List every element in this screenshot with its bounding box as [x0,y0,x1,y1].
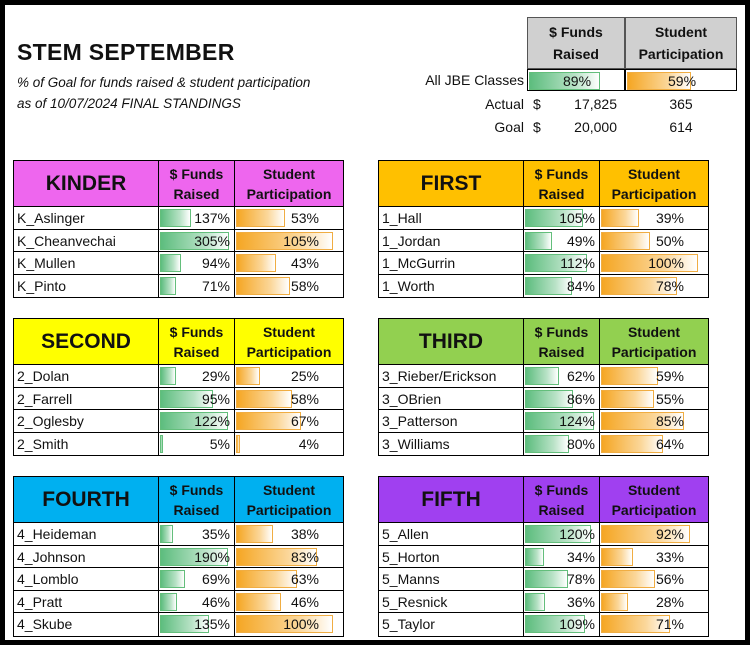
funds-value: 34% [566,548,595,565]
grade-table-header [14,319,343,365]
funds-value: 46% [201,593,230,610]
funds-value: 62% [566,368,595,384]
funds-value: 84% [566,277,595,294]
participation-value: 56% [655,571,684,587]
participation-bar [601,435,663,453]
funds-cell [524,613,600,636]
class-name: 3_Patterson [379,410,524,432]
class-name: 4_Heideman [14,523,159,545]
participation-bar [236,209,285,227]
funds-value: 36% [566,593,595,610]
funds-cell [159,433,235,456]
grade-table-first [378,160,709,298]
participation-cell [235,591,343,613]
grade-table-header [379,319,708,365]
grade-name-third: THIRD [379,319,524,364]
funds-value: 135% [194,616,230,632]
funds-bar [525,367,559,385]
participation-value: 59% [655,368,684,384]
participation-bar [601,232,650,250]
funds-cell [524,207,600,229]
participation-cell [600,252,708,274]
funds-cell [524,546,600,568]
summary-goal-participation: 614 [669,119,693,135]
table-row [14,252,343,275]
participation-cell [235,207,343,229]
funds-cell [159,230,235,252]
participation-column-header: Student Participation [600,319,708,364]
funds-value: 122% [194,413,230,429]
funds-cell [159,591,235,613]
funds-cell [159,365,235,387]
participation-value: 64% [655,435,684,452]
class-name: 2_Dolan [14,365,159,387]
grade-table-kinder [13,160,344,298]
participation-value: 50% [655,232,684,249]
participation-cell [235,568,343,590]
funds-cell [524,523,600,545]
participation-bar [236,570,297,588]
table-row [379,546,708,569]
participation-cell [600,546,708,568]
table-row [379,207,708,230]
table-row [379,410,708,433]
participation-cell [235,546,343,568]
funds-value: 29% [201,368,230,384]
table-row [379,388,708,411]
funds-value: 305% [194,232,230,249]
summary-all-label: All JBE Classes [425,72,524,88]
table-row [14,207,343,230]
grade-name-fifth: FIFTH [379,477,524,522]
funds-bar [525,232,552,250]
class-name: 1_Hall [379,207,524,229]
participation-value: 85% [655,413,684,429]
funds-column-header: $ Funds Raised [159,477,235,522]
participation-bar [601,390,654,408]
funds-value: 105% [559,210,595,226]
participation-bar [236,525,273,543]
participation-value: 105% [283,232,319,249]
table-row [14,410,343,433]
participation-value: 63% [290,571,319,587]
participation-value: 83% [290,548,319,565]
participation-value: 100% [648,255,684,271]
participation-cell [235,275,343,298]
funds-column-header: $ Funds Raised [524,477,600,522]
funds-bar [160,277,176,295]
funds-cell [524,252,600,274]
table-row [14,613,343,636]
participation-value: 55% [655,390,684,407]
participation-cell [235,230,343,252]
participation-bar [236,277,290,295]
grade-table-header [14,477,343,523]
table-row [379,433,708,456]
funds-bar [160,254,181,272]
participation-cell [600,275,708,298]
table-row [14,568,343,591]
class-name: 3_Williams [379,433,524,456]
participation-cell [235,523,343,545]
participation-bar [601,548,633,566]
table-row [14,546,343,569]
class-name: 2_Smith [14,433,159,456]
funds-cell [524,365,600,387]
funds-cell [159,568,235,590]
funds-value: 80% [566,435,595,452]
participation-value: 33% [655,548,684,565]
table-row [379,252,708,275]
participation-bar [601,593,628,611]
funds-bar [160,367,176,385]
participation-value: 38% [290,526,319,542]
funds-bar [160,593,177,611]
funds-bar [525,593,545,611]
participation-bar [236,593,281,611]
participation-cell [600,523,708,545]
funds-value: 5% [209,435,230,452]
participation-column-header: Student Participation [235,161,343,206]
table-row [379,613,708,636]
participation-value: 78% [655,277,684,294]
participation-value: 25% [290,368,319,384]
table-row [14,591,343,614]
page-title: STEM SEPTEMBER [17,39,235,65]
participation-bar [236,435,240,453]
table-row [14,275,343,298]
class-name: 5_Horton [379,546,524,568]
funds-value: 120% [559,526,595,542]
funds-cell [524,230,600,252]
participation-value: 4% [298,435,319,452]
participation-cell [235,613,343,636]
participation-cell [600,230,708,252]
class-name: 4_Lomblo [14,568,159,590]
table-row [379,568,708,591]
summary-actual-participation: 365 [669,96,693,112]
funds-column-header: $ Funds Raised [524,161,600,206]
funds-column-header: $ Funds Raised [159,161,235,206]
grade-name-kinder: KINDER [14,161,159,206]
class-name: 1_Worth [379,275,524,298]
subtitle-line-1: % of Goal for funds raised & student participation [17,75,311,90]
summary-goal-label: Goal [494,119,524,135]
funds-cell [159,546,235,568]
table-row [14,365,343,388]
table-row [14,388,343,411]
participation-cell [600,433,708,456]
summary-goal-funds: 20,000 [574,119,617,135]
grade-name-fourth: FOURTH [14,477,159,522]
class-name: 3_OBrien [379,388,524,410]
class-name: K_Pinto [14,275,159,298]
class-name: 5_Allen [379,523,524,545]
funds-cell [159,252,235,274]
summary-all-participation-value: 59% [668,73,697,89]
class-name: 4_Johnson [14,546,159,568]
participation-cell [235,252,343,274]
participation-cell [235,388,343,410]
participation-cell [235,365,343,387]
participation-bar [601,570,655,588]
funds-bar [525,390,573,408]
funds-bar [525,435,569,453]
funds-bar [525,570,568,588]
class-name: K_Cheanvechai [14,230,159,252]
class-name: 1_McGurrin [379,252,524,274]
summary-participation-header: Student Participation [625,17,737,69]
participation-value: 58% [290,390,319,407]
grade-table-header [14,161,343,207]
class-name: 4_Pratt [14,591,159,613]
funds-value: 190% [194,548,230,565]
funds-cell [159,207,235,229]
table-row [379,365,708,388]
grade-table-fifth [378,476,709,637]
participation-value: 67% [290,413,319,429]
funds-value: 112% [560,255,595,271]
participation-value: 43% [290,255,319,271]
funds-cell [524,275,600,298]
participation-column-header: Student Participation [600,477,708,522]
class-name: K_Mullen [14,252,159,274]
participation-value: 58% [290,277,319,294]
funds-cell [524,568,600,590]
summary-actual-label: Actual [485,96,524,112]
class-name: 1_Jordan [379,230,524,252]
subtitle-line-2: as of 10/07/2024 FINAL STANDINGS [17,96,241,111]
participation-cell [600,568,708,590]
class-name: 5_Taylor [379,613,524,636]
summary-all-funds-value: 89% [563,73,592,89]
funds-bar [160,209,191,227]
participation-column-header: Student Participation [235,319,343,364]
funds-cell [159,523,235,545]
table-row [379,275,708,298]
table-row [379,523,708,546]
funds-value: 78% [566,571,595,587]
funds-value: 71% [201,277,230,294]
grade-table-fourth [13,476,344,637]
funds-bar [525,277,572,295]
participation-column-header: Student Participation [600,161,708,206]
participation-value: 28% [655,593,684,610]
funds-cell [159,275,235,298]
participation-value: 100% [283,616,319,632]
summary-actual-currency: $ [533,96,541,112]
summary-goal-currency: $ [533,119,541,135]
table-row [14,230,343,253]
table-row [379,230,708,253]
funds-cell [524,591,600,613]
class-name: 2_Oglesby [14,410,159,432]
participation-cell [600,388,708,410]
funds-cell [159,410,235,432]
grade-name-second: SECOND [14,319,159,364]
class-name: 5_Manns [379,568,524,590]
funds-value: 109% [559,616,595,632]
class-name: K_Aslinger [14,207,159,229]
participation-value: 92% [655,526,684,542]
grade-table-second [13,318,344,456]
participation-bar [236,254,276,272]
class-name: 2_Farrell [14,388,159,410]
funds-bar [160,435,163,453]
grade-table-header [379,161,708,207]
funds-column-header: $ Funds Raised [159,319,235,364]
participation-cell [600,613,708,636]
participation-column-header: Student Participation [235,477,343,522]
funds-cell [524,433,600,456]
funds-bar [160,570,185,588]
participation-bar [601,367,658,385]
summary-all-funds-cell [527,69,625,91]
funds-value: 49% [566,232,595,249]
funds-cell [524,388,600,410]
participation-value: 53% [290,210,319,226]
class-name: 4_Skube [14,613,159,636]
grade-name-first: FIRST [379,161,524,206]
participation-cell [600,365,708,387]
participation-bar [601,209,639,227]
funds-value: 95% [201,390,230,407]
table-row [14,433,343,456]
grade-table-third [378,318,709,456]
funds-value: 86% [566,390,595,407]
summary-all-participation-cell [625,69,737,91]
participation-value: 46% [290,593,319,610]
table-row [14,523,343,546]
participation-cell [600,410,708,432]
spreadsheet-sheet [5,5,745,640]
funds-value: 124% [559,413,595,429]
funds-bar [525,548,544,566]
funds-value: 137% [194,210,230,226]
summary-actual-funds: 17,825 [574,96,617,112]
class-name: 5_Resnick [379,591,524,613]
summary-funds-header: $ Funds Raised [527,17,625,69]
funds-column-header: $ Funds Raised [524,319,600,364]
participation-cell [600,591,708,613]
funds-cell [159,388,235,410]
funds-value: 94% [201,255,230,271]
participation-bar [236,390,292,408]
grade-table-header [379,477,708,523]
participation-bar [236,367,260,385]
participation-cell [235,410,343,432]
class-name: 3_Rieber/Erickson [379,365,524,387]
table-row [379,591,708,614]
funds-cell [524,410,600,432]
funds-bar [160,525,173,543]
participation-cell [600,207,708,229]
funds-cell [159,613,235,636]
funds-value: 69% [201,571,230,587]
participation-value: 71% [655,616,684,632]
funds-value: 35% [201,526,230,542]
participation-cell [235,433,343,456]
participation-value: 39% [655,210,684,226]
